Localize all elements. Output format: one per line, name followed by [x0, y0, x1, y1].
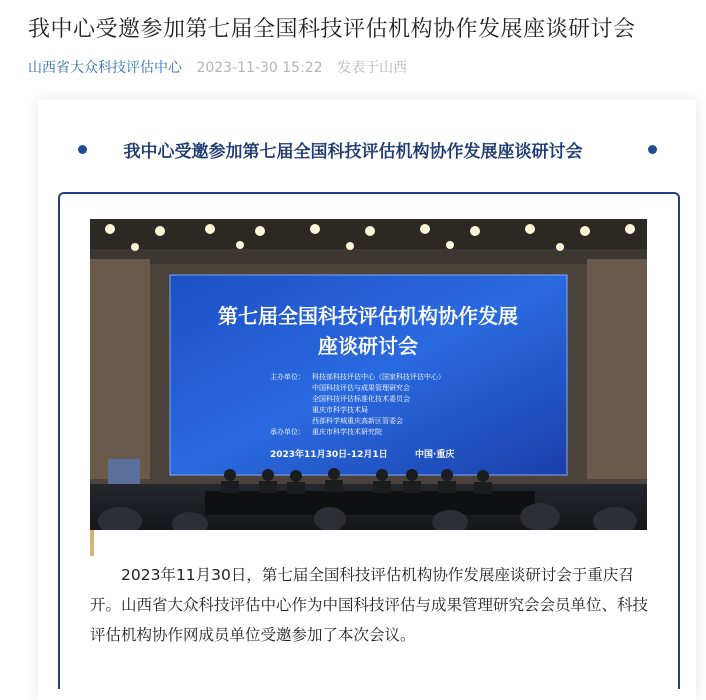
conference-photo-drawing [90, 219, 647, 530]
screen-host-3: 全国科技评估标准化技术委员会 [312, 395, 410, 403]
article-paragraph: 2023年11月30日，第七届全国科技评估机构协作发展座谈研讨会于重庆召开。山西省大众科技评估中心作为中国科技评估与成果管理研究会会员单位、科技评估机构协作网成员单位受邀参加了本次会议。 [90, 566, 649, 644]
content-headline: 我中心受邀参加第七届全国科技评估机构协作发展座谈研讨会 [123, 142, 583, 162]
publish-location: 发表于山西 [337, 60, 408, 76]
screen-title-line1: 第七届全国科技评估机构协作发展 [218, 304, 518, 328]
article-meta [28, 57, 407, 77]
conference-photo [90, 219, 647, 530]
screen-organizer: 重庆市科学技术研究院 [312, 428, 382, 436]
right-bullet-icon [648, 145, 657, 154]
publish-time: 2023-11-30 15:22 [196, 60, 323, 76]
screen-host-5: 西部科学城重庆高新区管委会 [312, 417, 403, 425]
author-link[interactable]: 山西省大众科技评估中心 [28, 60, 182, 76]
caption-accent-bar [90, 530, 94, 556]
screen-host-2: 中国科技评估与成果管理研究会 [312, 384, 410, 392]
screen-title-line2: 座谈研讨会 [318, 334, 418, 358]
screen-organizer-label: 承办单位： [270, 428, 305, 436]
article-title: 我中心受邀参加第七届全国科技评估机构协作发展座谈研讨会 [28, 17, 636, 42]
screen-host-label: 主办单位： [270, 373, 305, 381]
screen-host-4: 重庆市科学技术局 [312, 406, 368, 414]
screen-place: 中国·重庆 [415, 450, 455, 460]
screen-host-1: 科技部科技评估中心（国家科技评估中心） [312, 373, 445, 381]
screen-date: 2023年11月30日-12月1日 [270, 450, 388, 460]
stage-table [205, 491, 535, 515]
